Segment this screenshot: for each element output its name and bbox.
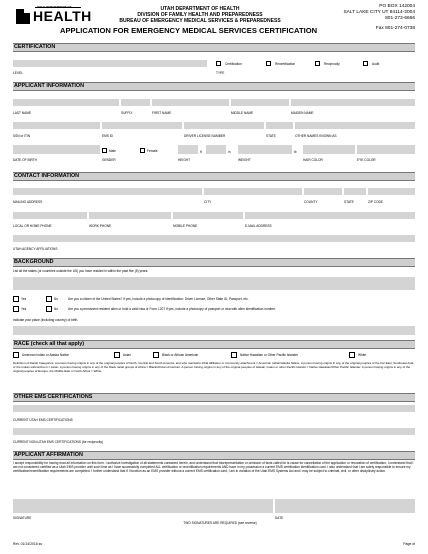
last-name-label: LAST NAME	[13, 111, 32, 115]
logo-small-text: UTAH DEPARTMENT OF	[37, 5, 72, 9]
dept-name: UTAH DEPARTMENT OF HEALTH	[160, 6, 240, 12]
state-label: STATE	[344, 200, 354, 204]
birthplace-prompt: Indicate your place (including country) of birth.	[13, 318, 79, 322]
states-resided-field[interactable]	[13, 277, 415, 290]
city-field[interactable]	[204, 188, 302, 195]
resident-question: Are you a permanent resident alien or hold a valid visa or Form I-207 If yes, include a photocopy of passport or visa with alien identification number.	[68, 307, 276, 311]
signature-field[interactable]	[13, 499, 273, 513]
height-ft-field[interactable]	[178, 145, 198, 154]
suffix-field[interactable]	[121, 99, 150, 106]
zip-code-field[interactable]	[368, 188, 415, 195]
type-recertification-checkbox[interactable]	[266, 61, 271, 66]
middle-name-field[interactable]	[231, 99, 289, 106]
citizen-question: Are you a citizen of the United States? If yes, include a photocopy of identification: Driver License, Other State ID, Passport, etc.	[68, 297, 249, 301]
driver-license-field[interactable]	[184, 122, 264, 129]
type-reciprocity-label: Reciprocity	[324, 62, 340, 66]
form-title: APPLICATION FOR EMERGENCY MEDICAL SERVICES CERTIFICATION	[60, 26, 318, 35]
date-of-birth-label: DATE OF BIRTH	[13, 158, 37, 162]
last-name-field[interactable]	[13, 99, 119, 106]
first-name-field[interactable]	[152, 99, 229, 106]
work-phone-label: WORK PHONE	[89, 224, 112, 228]
type-certification-checkbox[interactable]	[216, 61, 221, 66]
weight-lb-unit: lb	[294, 150, 297, 154]
resident-yes-label: Yes	[21, 307, 27, 311]
section-contact-information: CONTACT INFORMATION	[13, 172, 415, 181]
logo	[13, 4, 92, 26]
section-race: RACE (check all that apply)	[13, 340, 415, 349]
gender-male-checkbox[interactable]	[102, 148, 107, 153]
race-american-indian-label: American Indian or Alaska Native	[22, 353, 69, 357]
gender-label: GENDER	[102, 158, 116, 162]
gender-female-checkbox[interactable]	[140, 148, 145, 153]
county-field[interactable]	[304, 188, 342, 195]
height-in-field[interactable]	[206, 145, 226, 154]
section-background: BACKGROUND	[13, 258, 415, 267]
revision-date: Rev. 01/14/2016 ss	[13, 542, 42, 546]
utah-state-icon	[15, 8, 31, 25]
home-phone-field[interactable]	[13, 212, 87, 219]
non-utah-ems-certifications-label: CURRENT NON-UTAH EMS CERTIFICATIONS (for reciprocity)	[13, 440, 104, 444]
address-line-1: PO BOX 142004	[379, 4, 415, 9]
other-names-label: OTHER NAMES KNOWN AS	[295, 134, 337, 138]
logo-health-text: HEALTH	[33, 8, 92, 24]
other-names-field[interactable]	[295, 122, 415, 129]
date-label: DATE	[275, 516, 284, 520]
citizen-no-checkbox[interactable]	[46, 296, 52, 302]
ems-id-field[interactable]	[102, 122, 182, 129]
page-number: Page of	[403, 542, 415, 546]
agency-affiliations-field[interactable]	[13, 235, 415, 242]
division-name: DIVISION OF FAMILY HEALTH AND PREPAREDNESS	[137, 12, 263, 18]
eye-color-field[interactable]	[357, 145, 415, 154]
utah-ems-certifications-field[interactable]	[13, 405, 415, 412]
signature-label: SIGNATURE	[13, 516, 32, 520]
ssn-field[interactable]	[13, 122, 100, 129]
height-label: HEIGHT	[178, 158, 191, 162]
maiden-name-field[interactable]	[291, 99, 415, 106]
agency-affiliations-label: UTAH AGENCY AFFILIATIONS	[13, 247, 58, 251]
resident-yes-checkbox[interactable]	[13, 306, 19, 312]
mailing-address-field[interactable]	[13, 188, 202, 195]
race-pacific-islander-label: Native Hawaiian or Other Pacific Islander	[240, 353, 299, 357]
citizen-yes-checkbox[interactable]	[13, 296, 19, 302]
utah-ems-certifications-label: CURRENT UTAH EMS CERTIFICATIONS	[13, 418, 73, 422]
county-label: COUNTY	[304, 200, 318, 204]
dl-state-label: STATE	[266, 134, 276, 138]
mobile-phone-label: MOBILE PHONE	[173, 224, 198, 228]
race-white-checkbox[interactable]	[349, 352, 355, 358]
city-label: CITY	[204, 200, 212, 204]
hair-color-field[interactable]	[303, 145, 355, 154]
weight-field[interactable]	[238, 145, 292, 154]
states-prompt: List all the states (or countries outside the US) you have resided in within the past five (5) years.	[13, 269, 149, 273]
ssn-label: SSN or ITIN	[13, 134, 31, 138]
section-certification: CERTIFICATION	[13, 43, 415, 52]
mailing-address-label: MAILING ADDRESS	[13, 200, 43, 204]
bureau-name: BUREAU OF EMERGENCY MEDICAL SERVICES & PREPAREDNESS	[119, 18, 281, 24]
date-field[interactable]	[275, 499, 415, 513]
date-of-birth-field[interactable]	[13, 145, 100, 154]
email-field[interactable]	[245, 212, 415, 219]
home-phone-label: LOCAL OR HOME PHONE	[13, 224, 52, 228]
citizen-no-label: No	[54, 297, 59, 301]
middle-name-label: MIDDLE NAME	[231, 111, 254, 115]
type-reciprocity-checkbox[interactable]	[315, 61, 320, 66]
resident-no-checkbox[interactable]	[46, 306, 52, 312]
birthplace-field[interactable]	[13, 326, 415, 335]
fax-number: Fax 801-274-0738	[375, 26, 415, 31]
gender-female-label: Female	[147, 149, 158, 153]
resident-no-label: No	[54, 307, 59, 311]
ems-id-label: EMS ID	[102, 134, 113, 138]
section-applicant-information: APPLICANT INFORMATION	[13, 82, 415, 91]
non-utah-ems-certifications-field[interactable]	[13, 428, 415, 435]
race-pacific-islander-checkbox[interactable]	[231, 352, 237, 358]
maiden-name-label: MAIDEN NAME	[291, 111, 314, 115]
level-label: LEVEL	[13, 71, 23, 75]
type-recertification-label: Recertification	[275, 62, 296, 66]
section-applicant-affirmation: APPLICANT AFFIRMATION	[13, 451, 415, 460]
dl-state-field[interactable]	[266, 122, 293, 129]
type-audit-checkbox[interactable]	[363, 61, 368, 66]
gender-male-label: Male	[109, 149, 116, 153]
race-american-indian-checkbox[interactable]	[13, 352, 19, 358]
driver-license-label: DRIVER LICENSE NUMBER	[184, 134, 226, 138]
first-name-label: FIRST NAME	[152, 111, 172, 115]
affirmation-text: I accept responsibility for having read all information on this form. I authorize investigation of all statements contained herein, and understand that misrepresentation or omission of facts called for is cause for cancellation of the application or revocation of certification. I understand that I am not considered certified as a Utah EMS provider until such time as I have successfully completed ALL certification or recertification requirements AND have in my possession a current EMS certification identification card. I also understand that I am solely responsible to ensure my certification/recertification requirements are completed. I further understand that if I function as an EMS provider without a current EMS certification card, I am in violation of the Utah EMS Systems Act and I may be subject to criminal, civil, or other disciplinary action.	[13, 461, 414, 474]
hair-color-label: HAIR COLOR	[303, 158, 323, 162]
race-black-label: Black or African American	[162, 353, 199, 357]
eye-color-label: EYE COLOR	[357, 158, 376, 162]
race-black-checkbox[interactable]	[153, 352, 159, 358]
type-label: TYPE	[216, 71, 225, 75]
phone-number: 801-273-6666	[385, 16, 415, 21]
address-line-2: SALT LAKE CITY UT 84114-2004	[343, 10, 415, 15]
weight-label: WEIGHT	[238, 158, 251, 162]
email-label: E-MAIL ADDRESS	[245, 224, 272, 228]
mobile-phone-field[interactable]	[173, 212, 243, 219]
state-field[interactable]	[344, 188, 366, 195]
two-signatures-note: TWO SIGNATURES ARE REQUIRED (see reverse)	[183, 521, 257, 525]
race-white-label: White	[358, 353, 367, 357]
height-ft-unit: ft	[200, 150, 202, 154]
race-asian-checkbox[interactable]	[114, 352, 120, 358]
citizen-yes-label: Yes	[21, 297, 27, 301]
suffix-label: SUFFIX	[121, 111, 133, 115]
height-in-unit: in	[228, 150, 231, 154]
work-phone-field[interactable]	[89, 212, 171, 219]
race-asian-label: Asian	[123, 353, 131, 357]
race-definitions: Definition of Racial Categories: A person having origins in any of the original peoples of North, Central and South America, and who maintains tribal affiliation or community attachment = American Indian/Alaska Native. A person having origins in any of the original peoples of the Far East, Southeast Asia, or the Indian subcontinent = Asian. A person having origins in any of the black racial groups of Africa = Black/African American. A person having origins in any of the original peoples of Hawaii, Guam or other Pacific Islands = Native Hawaiian/Other Pacific Islander. A person having origins in any of the original peoples of Europe, the Middle East or North Africa = White.	[13, 361, 415, 373]
zip-code-label: ZIP CODE	[368, 200, 383, 204]
type-audit-label: Audit	[372, 62, 380, 66]
level-field[interactable]	[13, 60, 207, 67]
type-certification-label: Certification	[225, 62, 242, 66]
section-other-ems-certifications: OTHER EMS CERTIFICATIONS	[13, 393, 415, 402]
